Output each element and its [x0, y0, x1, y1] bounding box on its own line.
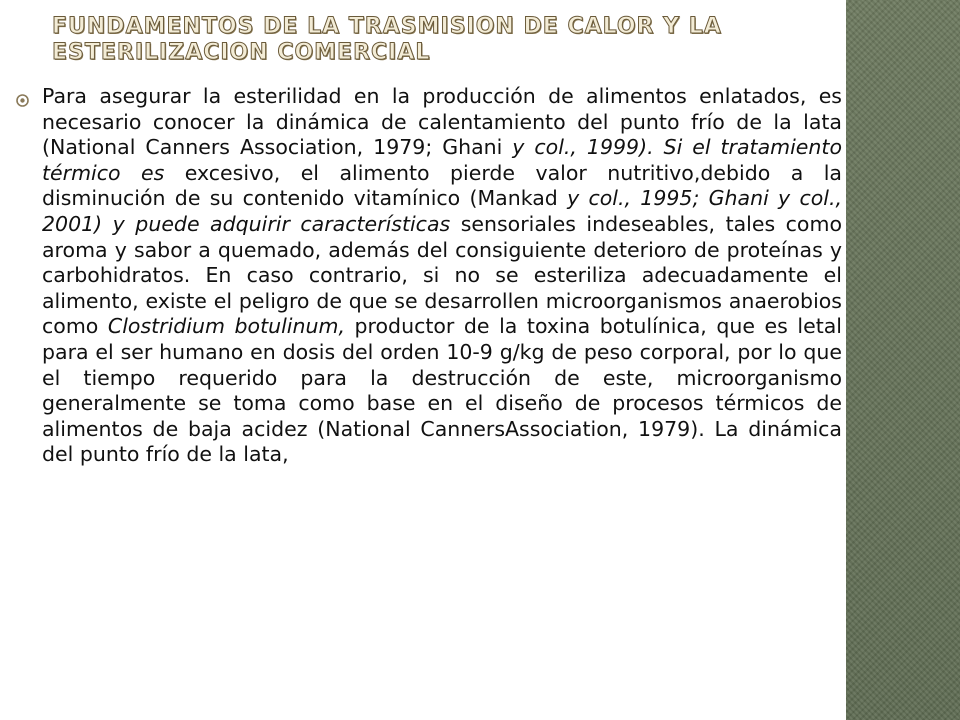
body-segment: productor de la toxina botulínica, que es letal para el ser humano en dosis del orden 10-9 g/kg de peso corporal, por lo que el tiempo requerido para la destrucción de este, microorganismo generalmente se toma como base en el diseño de procesos térmicos de alimentos de baja acidez (National CannersAssociation, 1979). La dinámica del punto frío de la lata,	[42, 314, 842, 467]
decorative-side-panel	[846, 0, 960, 720]
body-segment: excesivo, el alimento pierde valor nutritivo,debido a la disminución de su contenido vitamínico (Mankad	[42, 160, 842, 211]
bullet-paragraph	[16, 84, 842, 468]
body-segment: sensoriales indeseables, tales como aroma y sabor a quemado, además del consiguiente deterioro de proteínas y carbohidratos. En caso contrario, si no se esteriliza adecuadamente el alimento, existe el peligro de que se desarrollen microorganismos anaerobios como	[42, 211, 842, 339]
species-name: Clostridium botulinum,	[107, 314, 345, 339]
title-block	[52, 14, 842, 66]
body-segment-italic: y col., 1999). Si el tratamiento térmico es	[42, 135, 842, 185]
target-bullet-icon	[16, 92, 29, 105]
body-segment-italic: y col., 1995; Ghani y col., 2001) y puede adquirir características	[42, 186, 842, 236]
slide-title: FUNDAMENTOS DE LA TRASMISION DE CALOR Y LA ESTERILIZACION COMERCIAL	[52, 14, 722, 65]
body-text	[42, 84, 842, 468]
body-segment: Para asegurar la esterilidad en la producción de alimentos enlatados, es necesario conocer la dinámica de calentamiento del punto frío de la lata (National Canners Association, 1979; Ghani	[42, 84, 842, 160]
